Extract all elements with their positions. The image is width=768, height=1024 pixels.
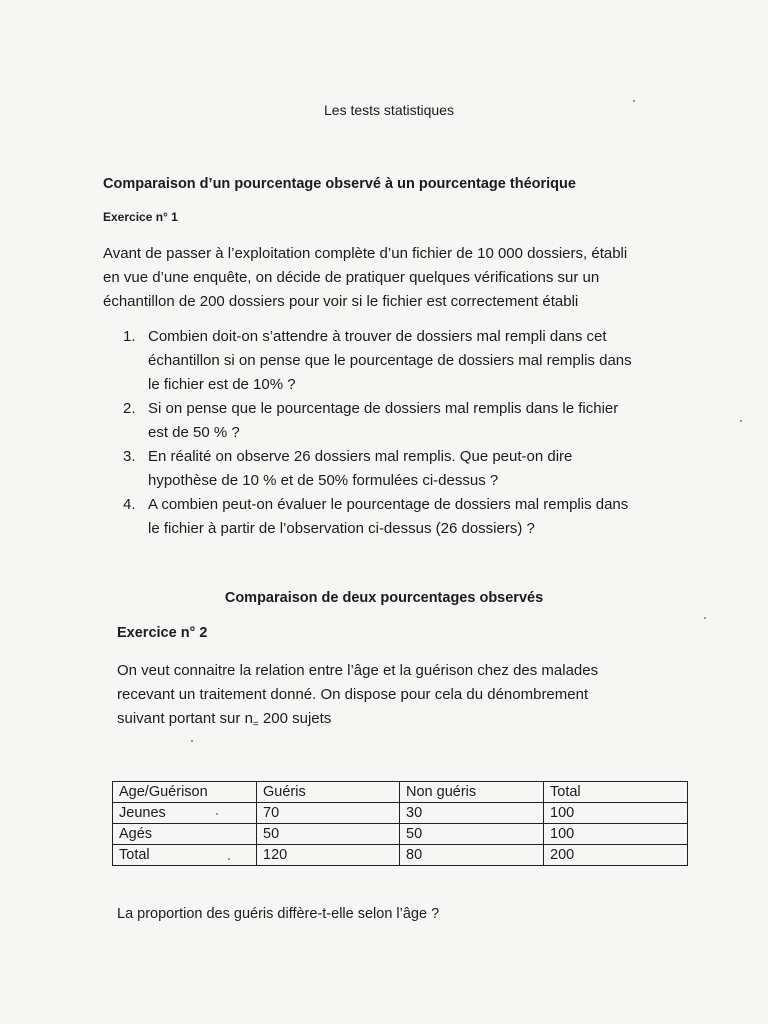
paragraph-line: recevant un traitement donné. On dispose pour cela du dénombrement <box>117 686 589 703</box>
exercise2-paragraph <box>117 659 677 737</box>
question-number: 2. <box>123 400 136 417</box>
table-row <box>113 824 688 845</box>
exercise1-paragraph <box>103 242 676 314</box>
question-line: le fichier est de 10% ? <box>148 376 296 393</box>
question-line: Si on pense que le pourcentage de dossiers mal remplis dans le fichier <box>148 400 619 417</box>
section1-heading: Comparaison d’un pourcentage observé à un pourcentage théorique <box>103 176 576 192</box>
question-line: A combien peut-on évaluer le pourcentage de dossiers mal remplis dans <box>148 496 629 513</box>
paragraph-line: échantillon de 200 dossiers pour voir si le fichier est correctement établi <box>103 293 579 310</box>
table-cell: Agés <box>113 824 257 845</box>
question-line: est de 50 % ? <box>148 424 240 441</box>
exercise1-label: Exercice n° 1 <box>103 210 178 224</box>
table-cell: 120 <box>257 845 400 866</box>
table-cell: Jeunes <box>113 803 257 824</box>
table-header-row <box>113 782 688 803</box>
scan-speck <box>216 813 218 815</box>
subscript-equals: = <box>252 719 259 730</box>
question-item <box>123 325 676 397</box>
table-cell: 200 <box>544 845 688 866</box>
table-row <box>113 845 688 866</box>
question-number: 3. <box>123 448 136 465</box>
table-cell: 50 <box>400 824 544 845</box>
question-line: le fichier à partir de l’observation ci-dessus (26 dossiers) ? <box>148 520 535 537</box>
table-row <box>113 803 688 824</box>
scan-speck <box>704 617 706 619</box>
paragraph-line: Avant de passer à l’exploitation complète d’un fichier de 10 000 dossiers, établi <box>103 245 628 262</box>
scan-speck <box>191 740 193 742</box>
question-item <box>123 493 676 541</box>
table-cell: Total <box>544 782 688 803</box>
table-cell: Guéris <box>257 782 400 803</box>
exercise2-question: La proportion des guéris diffère-t-elle selon l’âge ? <box>117 906 440 922</box>
table-cell: Total <box>113 845 257 866</box>
contingency-table <box>112 781 688 866</box>
table-cell: 100 <box>544 803 688 824</box>
table-cell: Age/Guérison <box>113 782 257 803</box>
table-cell: Non guéris <box>400 782 544 803</box>
question-line: En réalité on observe 26 dossiers mal remplis. Que peut-on dire <box>148 448 573 465</box>
exercise2-label: Exercice n° 2 <box>117 625 208 641</box>
section2-heading: Comparaison de deux pourcentages observés <box>224 590 544 606</box>
paragraph-line <box>117 707 677 737</box>
question-line: hypothèse de 10 % et de 50% formulées ci-dessus ? <box>148 472 499 489</box>
question-number: 1. <box>123 328 136 345</box>
question-line: échantillon si on pense que le pourcentage de dossiers mal remplis dans <box>148 352 632 369</box>
table-cell: 70 <box>257 803 400 824</box>
question-item <box>123 445 676 493</box>
paragraph-text: suivant portant sur n <box>117 710 253 727</box>
table-cell: 80 <box>400 845 544 866</box>
question-item <box>123 397 676 445</box>
scan-speck <box>228 858 230 860</box>
table-cell: 50 <box>257 824 400 845</box>
scan-speck <box>633 100 635 102</box>
document-title: Les tests statistiques <box>324 102 454 118</box>
table-cell: 30 <box>400 803 544 824</box>
scan-speck <box>740 420 742 422</box>
question-number: 4. <box>123 496 136 513</box>
paragraph-line: On veut connaitre la relation entre l’âge et la guérison chez des malades <box>117 662 599 679</box>
question-list <box>123 325 676 541</box>
paragraph-text: 200 sujets <box>258 710 332 727</box>
paragraph-line: en vue d’une enquête, on décide de pratiquer quelques vérifications sur un <box>103 269 600 286</box>
table-cell: 100 <box>544 824 688 845</box>
question-line: Combien doit-on s’attendre à trouver de dossiers mal rempli dans cet <box>148 328 607 345</box>
